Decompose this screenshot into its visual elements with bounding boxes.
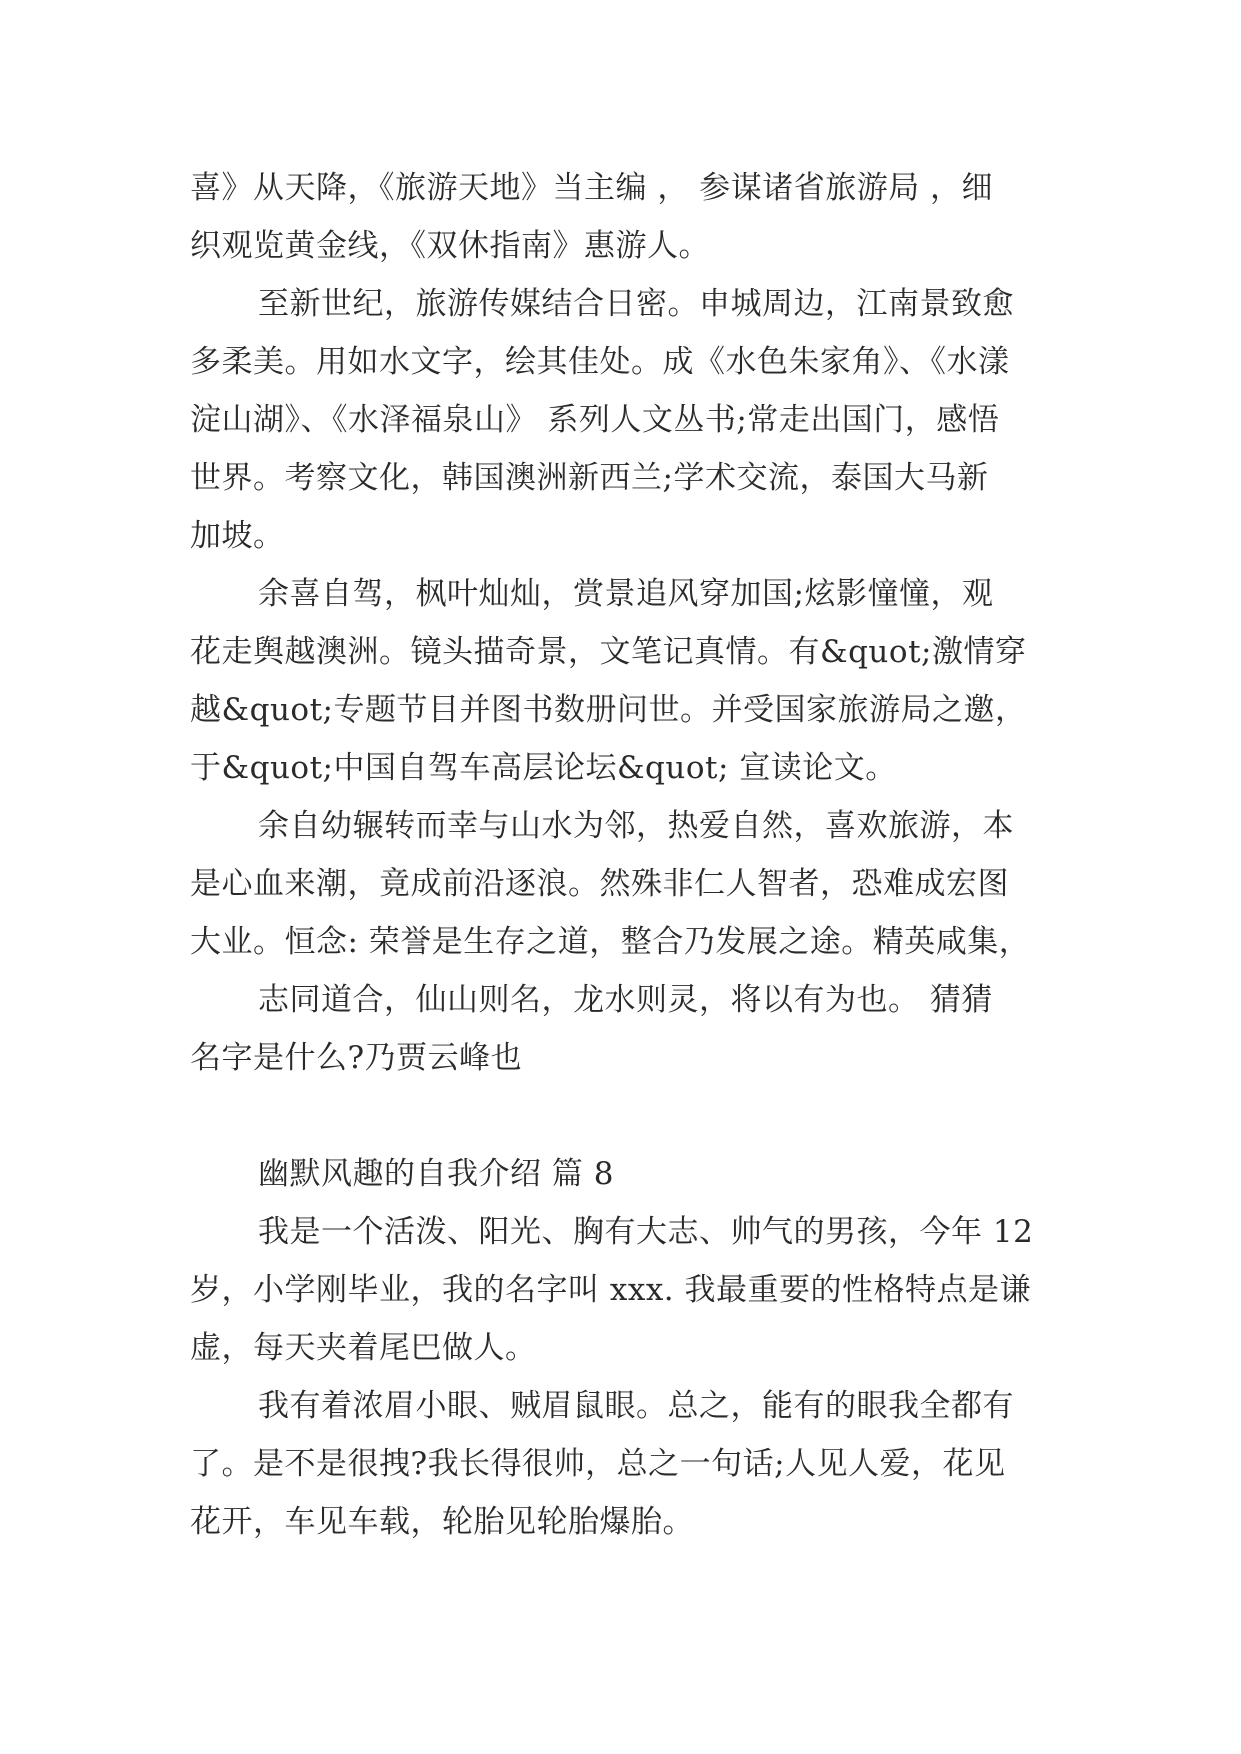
text-line: 大业。恒念: 荣誉是生存之道，整合乃发展之途。精英咸集， (190, 924, 1031, 960)
text-line: 虚，每天夹着尾巴做人。 (190, 1330, 537, 1366)
text-line: 多柔美。用如水文字，绘其佳处。成《水色朱家角》、《水漾 (190, 344, 1010, 380)
paragraph-start-line: 余自幼辗转而幸与山水为邻，热爱自然，喜欢旅游，本 (258, 808, 1014, 844)
paragraph-start-line: 我有着浓眉小眼、贼眉鼠眼。总之，能有的眼我全都有 (258, 1388, 1014, 1424)
text-line: 名字是什么?乃贾云峰也 (190, 1040, 523, 1076)
paragraph-start-line: 至新世纪，旅游传媒结合日密。申城周边，江南景致愈 (258, 286, 1014, 322)
section-heading: 幽默风趣的自我介绍 篇 8 (258, 1156, 614, 1192)
text-line: 加坡。 (190, 518, 285, 554)
paragraph-start-line: 志同道合，仙山则名，龙水则灵，将以有为也。 猜猜 (258, 982, 993, 1018)
text-line: 岁，小学刚毕业，我的名字叫 xxx. 我最重要的性格特点是谦 (190, 1272, 1032, 1308)
text-line: 织观览黄金线，《双休指南》惠游人。 (190, 228, 710, 264)
paragraph-start-line: 余喜自驾，枫叶灿灿，赏景追风穿加国;炫影憧憧，观 (258, 576, 994, 612)
paragraph-start-line: 我是一个活泼、阳光、胸有大志、帅气的男孩，今年 12 (258, 1214, 1034, 1250)
text-line: 越&quot;专题节目并图书数册问世。并受国家旅游局之邀， (190, 692, 1027, 728)
text-line: 喜》从天降，《旅游天地》当主编 ， 参谋诸省旅游局 ，细 (190, 170, 994, 206)
text-line: 了。是不是很拽?我长得很帅，总之一句话;人见人爱，花见 (190, 1446, 1006, 1482)
text-line: 淀山湖》、《水泽福泉山》 系列人文丛书;常走出国门，感悟 (190, 402, 1000, 438)
text-line: 世界。考察文化，韩国澳洲新西兰;学术交流，泰国大马新 (190, 460, 989, 496)
text-line: 于&quot;中国自驾车高层论坛&quot; 宣读论文。 (190, 750, 897, 786)
text-line: 花开，车见车载，轮胎见轮胎爆胎。 (190, 1504, 694, 1540)
text-line: 是心血来潮，竟成前沿逐浪。然殊非仁人智者，恐难成宏图 (190, 866, 1009, 902)
text-line: 花走舆越澳洲。镜头描奇景，文笔记真情。有&quot;激情穿 (190, 634, 1027, 670)
